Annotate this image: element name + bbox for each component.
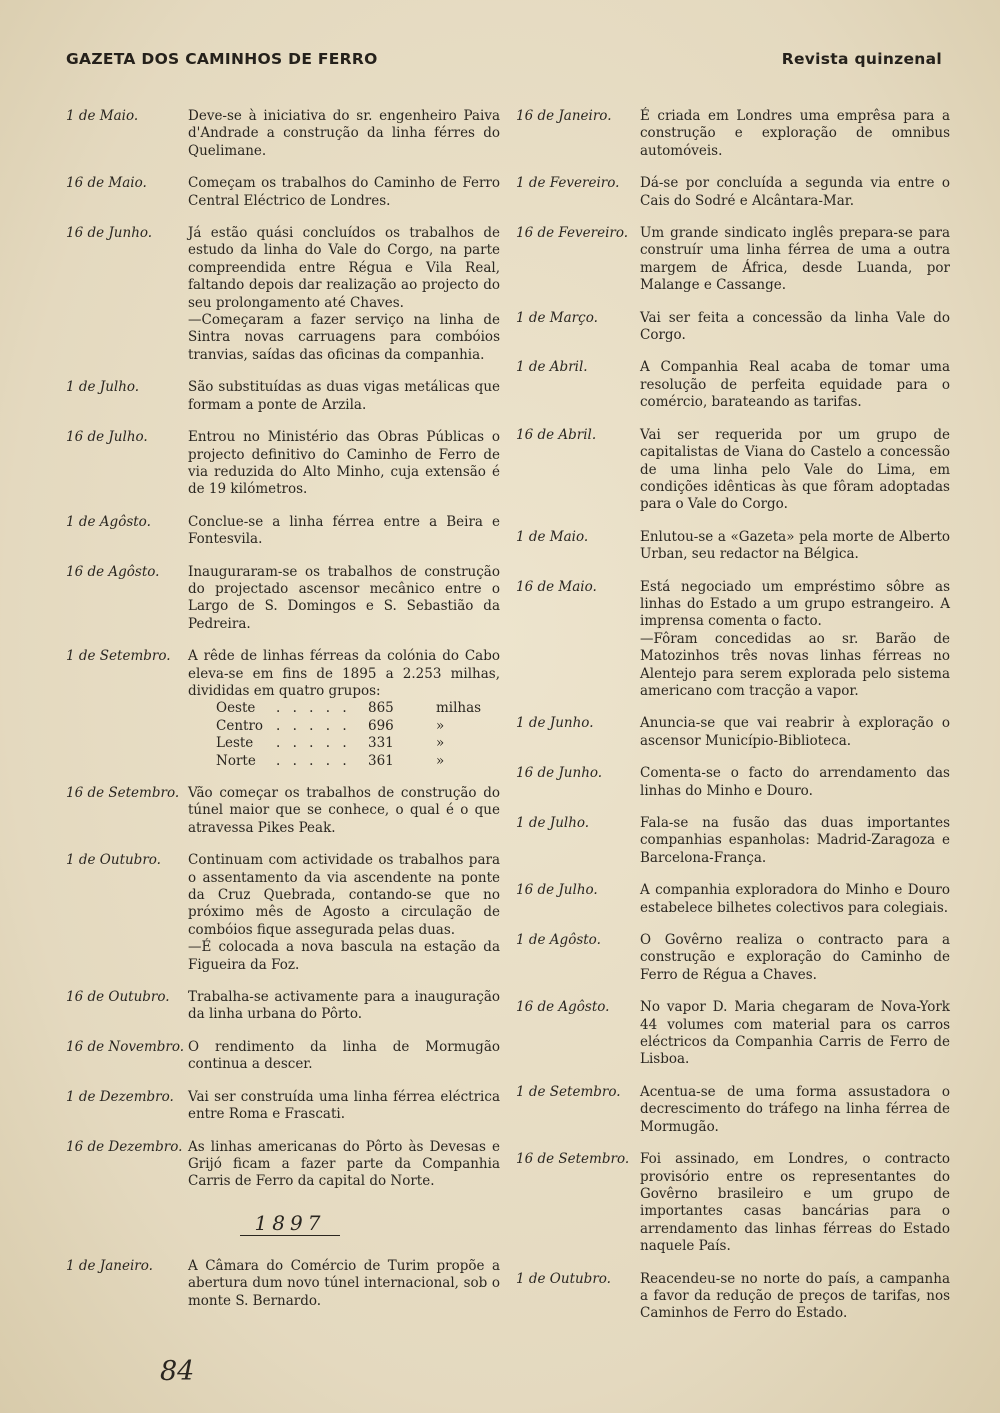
entry-date: 1 de Dezembro.	[66, 1088, 174, 1105]
entry-paragraph: O rendimento da linha de Mormugão continua a descer.	[188, 1038, 500, 1073]
entry-date: 16 de Agôsto.	[66, 563, 160, 580]
entry-paragraph: Começam os trabalhos do Caminho de Ferro Central Eléctrico de Londres.	[188, 175, 500, 209]
entry-paragraph: Está negociado um empréstimo sôbre as linhas do Estado a um grupo estrangeiro. A imprensa comenta o facto.	[640, 578, 950, 630]
entry-date: 16 de Junho.	[66, 225, 153, 242]
cell-name: Leste	[216, 735, 254, 752]
network-groups-table	[216, 700, 500, 770]
entry-date: 16 de Novembro.	[66, 1038, 185, 1055]
entry-text	[188, 785, 500, 837]
chronology-entry	[60, 108, 500, 160]
entry-date: 16 de Julho.	[516, 882, 598, 899]
entry-text	[640, 1271, 950, 1323]
entry-paragraph: Anuncia-se que vai reabrir à exploração o ascensor Município-Biblioteca.	[640, 715, 950, 749]
entry-text	[188, 1089, 500, 1124]
entry-date: 16 de Fevereiro.	[516, 225, 629, 242]
chronology-entry	[60, 1139, 500, 1191]
cell-name: Centro	[216, 717, 264, 734]
entry-text	[640, 1151, 950, 1255]
chronology-entry	[512, 108, 950, 160]
entry-date: 16 de Junho.	[516, 765, 603, 782]
left-entries-b	[60, 785, 500, 1191]
entry-paragraph: Reacendeu-se no norte do país, a campanha a favor da redução de preços de tarifas, nos Caminhos de Ferro do Estado.	[640, 1270, 950, 1322]
entry-paragraph: A companhia exploradora do Minho e Douro estabelece bilhetes colectivos para colegiais.	[640, 882, 950, 916]
entry-date: 1 de Maio.	[66, 108, 139, 124]
entry-date: 1 de Setembro.	[516, 1083, 621, 1100]
chronology-entry	[60, 379, 500, 414]
chronology-entry	[512, 1271, 950, 1323]
chronology-entry-cape-network	[60, 648, 500, 770]
entry-paragraph: A Companhia Real acaba de tomar uma resolução de perfeita equidade para o comércio, barateando as tarifas.	[640, 359, 950, 411]
entry-text	[640, 108, 950, 160]
entry-text	[188, 514, 500, 549]
entry-date: 1 de Janeiro.	[66, 1257, 153, 1274]
entry-text	[640, 765, 950, 800]
entry-paragraph: As linhas americanas do Pôrto às Devesas e Grijó ficam a fazer parte da Companhia Carris de Ferro da capital do Norte.	[188, 1138, 500, 1190]
entry-paragraph: No vapor D. Maria chegaram de Nova-York 44 volumes com material para os carros eléctricos da Companhia Carris de Ferro de Lisboa.	[640, 999, 950, 1068]
entry-text	[640, 529, 950, 564]
entry-text	[188, 429, 500, 499]
entry-date: 1 de Fevereiro.	[516, 175, 620, 192]
table-row	[216, 718, 500, 735]
right-entries	[512, 108, 950, 1323]
cell-unit: »	[436, 717, 445, 734]
entry-date: 16 de Abril.	[516, 426, 597, 443]
entry-text	[640, 815, 950, 867]
table-row	[216, 753, 500, 770]
cell-unit: milhas	[436, 700, 482, 717]
chronology-entry	[512, 715, 950, 750]
entry-date: 1 de Julho.	[66, 379, 140, 396]
entry-paragraph: Conclue-se a linha férrea entre a Beira e Fontesvila.	[188, 513, 500, 548]
entry-date: 16 de Agôsto.	[516, 999, 610, 1016]
chronology-entry	[60, 852, 500, 974]
cell-name: Oeste	[216, 700, 256, 717]
chronology-entry	[512, 1084, 950, 1136]
entry-text	[188, 989, 500, 1024]
entry-paragraph: —Fôram concedidas ao sr. Barão de Matozinhos três novas linhas férreas no Alentejo para serem explorada pelo sistema americano com tracção a vapor.	[640, 630, 950, 699]
entry-paragraph: Vão começar os trabalhos de construção do túnel maior que se conhece, o qual é o que atravessa Pikes Peak.	[188, 785, 500, 836]
cell-dots: . . . . .	[276, 717, 351, 734]
chronology-entry	[512, 1151, 950, 1255]
cell-value: 696	[368, 717, 394, 734]
entry-text	[640, 999, 950, 1069]
entry-paragraph: Acentua-se de uma forma assustadora o decrescimento do tráfego na linha férrea de Mormugão.	[640, 1083, 950, 1135]
entry-paragraph: Vai ser feita a concessão da linha Vale do Corgo.	[640, 309, 950, 344]
running-header	[66, 50, 942, 72]
entry-date: 1 de Agôsto.	[516, 932, 601, 949]
entry-text	[640, 310, 950, 345]
entry-paragraph: Inauguraram-se os trabalhos de construção do projectado ascensor mecânico entre o Largo de S. Domingos e S. Sebastião da Pedreira.	[188, 563, 500, 632]
entry-text	[188, 225, 500, 364]
chronology-entry	[512, 225, 950, 295]
chronology-entry	[60, 225, 500, 364]
entry-text	[640, 932, 950, 984]
entry-date: 1 de Setembro.	[66, 648, 171, 665]
entry-paragraph: É criada em Londres uma emprêsa para a construção e exploração de omnibus automóveis.	[640, 108, 950, 159]
entry-date: 1 de Outubro.	[516, 1270, 611, 1287]
cell-unit: »	[436, 752, 445, 769]
entry-paragraph: Vai ser requerida por um grupo de capitalistas de Viana do Castelo a concessão de uma linha pelo Vale do Lima, em condições idênticas às que fôram adoptadas para o Vale do Corgo.	[640, 426, 950, 513]
cell-unit: »	[436, 735, 445, 752]
entry-date: 1 de Julho.	[516, 815, 590, 831]
entry-paragraph: Deve-se à iniciativa do sr. engenheiro Paiva d'Andrade a construção da linha férres do Quelimane.	[188, 108, 500, 159]
cell-value: 361	[368, 752, 394, 769]
entry-date: 16 de Dezembro.	[66, 1138, 183, 1155]
chronology-entry	[512, 999, 950, 1069]
chronology-entry	[60, 514, 500, 549]
entry-paragraph: Trabalha-se activamente para a inauguração da linha urbana do Pôrto.	[188, 989, 500, 1023]
chronology-entry	[512, 175, 950, 210]
cell-name: Norte	[216, 752, 256, 769]
entry-text	[188, 564, 500, 634]
chronology-entry	[60, 785, 500, 837]
chronology-entry	[60, 1258, 500, 1310]
right-column	[512, 108, 950, 1338]
chronology-entry	[512, 310, 950, 345]
chronology-entry	[512, 579, 950, 701]
entry-date: 1 de Março.	[516, 309, 598, 326]
entry-date: 16 de Janeiro.	[516, 108, 612, 124]
chronology-entry	[60, 564, 500, 634]
entry-text	[640, 175, 950, 210]
entry-paragraph: —É colocada a nova bascula na estação da Figueira da Foz.	[188, 939, 500, 973]
entry-date: 1 de Abril.	[516, 359, 588, 376]
chronology-entry	[60, 429, 500, 499]
entry-paragraph: Entrou no Ministério das Obras Públicas o projecto definitivo do Caminho de Ferro de via reduzida do Alto Minho, cuja extensão é de 19 kilómetros.	[188, 429, 500, 498]
entry-paragraph: Já estão quási concluídos os trabalhos de estudo da linha do Vale do Corgo, na parte compreendida entre Régua e Vila Real, faltando depois dar realização ao projecto do seu prolongamento até Chaves.	[188, 225, 500, 311]
entry-date: 16 de Setembro.	[516, 1151, 630, 1168]
entry-text	[640, 579, 950, 701]
entry-date: 16 de Outubro.	[66, 989, 170, 1006]
entry-date: 1 de Maio.	[516, 528, 589, 545]
cell-dots: . . . . .	[276, 752, 351, 769]
chronology-entry	[512, 427, 950, 514]
publication-subtitle: Revista quinzenal	[781, 50, 942, 68]
entry-text	[188, 1039, 500, 1074]
entry-text	[188, 648, 500, 770]
entry-date: 16 de Setembro.	[66, 785, 180, 801]
entry-date: 1 de Agôsto.	[66, 513, 151, 530]
entry-paragraph: São substituídas as duas vigas metálicas que formam a ponte de Arzila.	[188, 379, 500, 413]
entry-text	[640, 882, 950, 917]
cell-value: 865	[368, 700, 394, 717]
entry-date: 1 de Junho.	[516, 715, 594, 732]
entry-text	[640, 359, 950, 411]
entry-paragraph: Um grande sindicato inglês prepara-se para construír uma linha férrea de uma a outra margem de África, desde Luanda, por Malange e Cassange.	[640, 225, 950, 294]
cell-dots: . . . . .	[276, 700, 351, 717]
left-entries-a	[60, 108, 500, 633]
entry-text	[640, 225, 950, 295]
entry-text	[188, 1258, 500, 1310]
entry-paragraph: Vai ser construída uma linha férrea eléctrica entre Roma e Frascati.	[188, 1088, 500, 1123]
entry-date: 16 de Maio.	[66, 175, 147, 192]
entry-text	[188, 108, 500, 160]
chronology-entry	[512, 932, 950, 984]
left-entries-c	[60, 1258, 500, 1310]
chronology-entry	[60, 175, 500, 210]
table-row	[216, 735, 500, 752]
entry-paragraph: —Começaram a fazer serviço na linha de Sintra novas carruagens para combóios tranvias, saídas das oficinas da companhia.	[188, 312, 500, 363]
cell-value: 331	[368, 735, 394, 752]
entry-paragraph: Comenta-se o facto do arrendamento das linhas do Minho e Douro.	[640, 765, 950, 799]
left-column	[60, 108, 500, 1325]
entry-paragraph: Foi assinado, em Londres, o contracto provisório entre os representantes do Govêrno brasileiro e um grupo de importantes casas bancárias para o arrendamento das linhas férreas do Estado naquele País.	[640, 1151, 950, 1255]
entry-text	[188, 175, 500, 210]
chronology-entry	[60, 989, 500, 1024]
entry-paragraph: Enlutou-se a «Gazeta» pela morte de Alberto Urban, seu redactor na Bélgica.	[640, 528, 950, 563]
entry-paragraph: A rêde de linhas férreas da colónia do Cabo eleva-se em fins de 1895 a 2.253 milhas, divididas em quatro grupos:	[188, 648, 500, 699]
entry-date: 16 de Maio.	[516, 578, 597, 595]
entry-text	[188, 852, 500, 974]
chronology-entry	[512, 882, 950, 917]
entry-text	[640, 427, 950, 514]
chronology-entry	[60, 1089, 500, 1124]
chronology-entry	[512, 529, 950, 564]
entry-paragraph: O Govêrno realiza o contracto para a construção e exploração do Caminho de Ferro de Régua a Chaves.	[640, 932, 950, 983]
page-number: 84	[160, 1356, 195, 1387]
entry-paragraph: Dá-se por concluída a segunda via entre o Cais do Sodré e Alcântara-Mar.	[640, 175, 950, 209]
cell-dots: . . . . .	[276, 735, 351, 752]
chronology-entry	[512, 765, 950, 800]
entry-text	[640, 1084, 950, 1136]
chronology-entry	[512, 815, 950, 867]
entry-paragraph: Continuam com actividade os trabalhos para o assentamento da via ascendente na ponte da Cruz Quebrada, contando-se que no próximo mês de Agosto a circulação de combóios fique assegurada pelas duas.	[188, 852, 500, 938]
entry-date: 1 de Outubro.	[66, 852, 161, 869]
publication-title: GAZETA DOS CAMINHOS DE FERRO	[66, 50, 378, 68]
table-row	[216, 700, 500, 717]
entry-paragraph: Fala-se na fusão das duas importantes companhias espanholas: Madrid-Zaragoza e Barcelona-França.	[640, 815, 950, 866]
entry-date: 16 de Julho.	[66, 429, 148, 446]
entry-text	[188, 379, 500, 414]
chronology-entry	[60, 1039, 500, 1074]
year-heading: 1897	[240, 1211, 340, 1236]
entry-text	[188, 1139, 500, 1191]
chronology-entry	[512, 359, 950, 411]
entry-text	[640, 715, 950, 750]
entry-paragraph: A Câmara do Comércio de Turim propõe a abertura dum novo túnel internacional, sob o monte S. Bernardo.	[188, 1257, 500, 1309]
